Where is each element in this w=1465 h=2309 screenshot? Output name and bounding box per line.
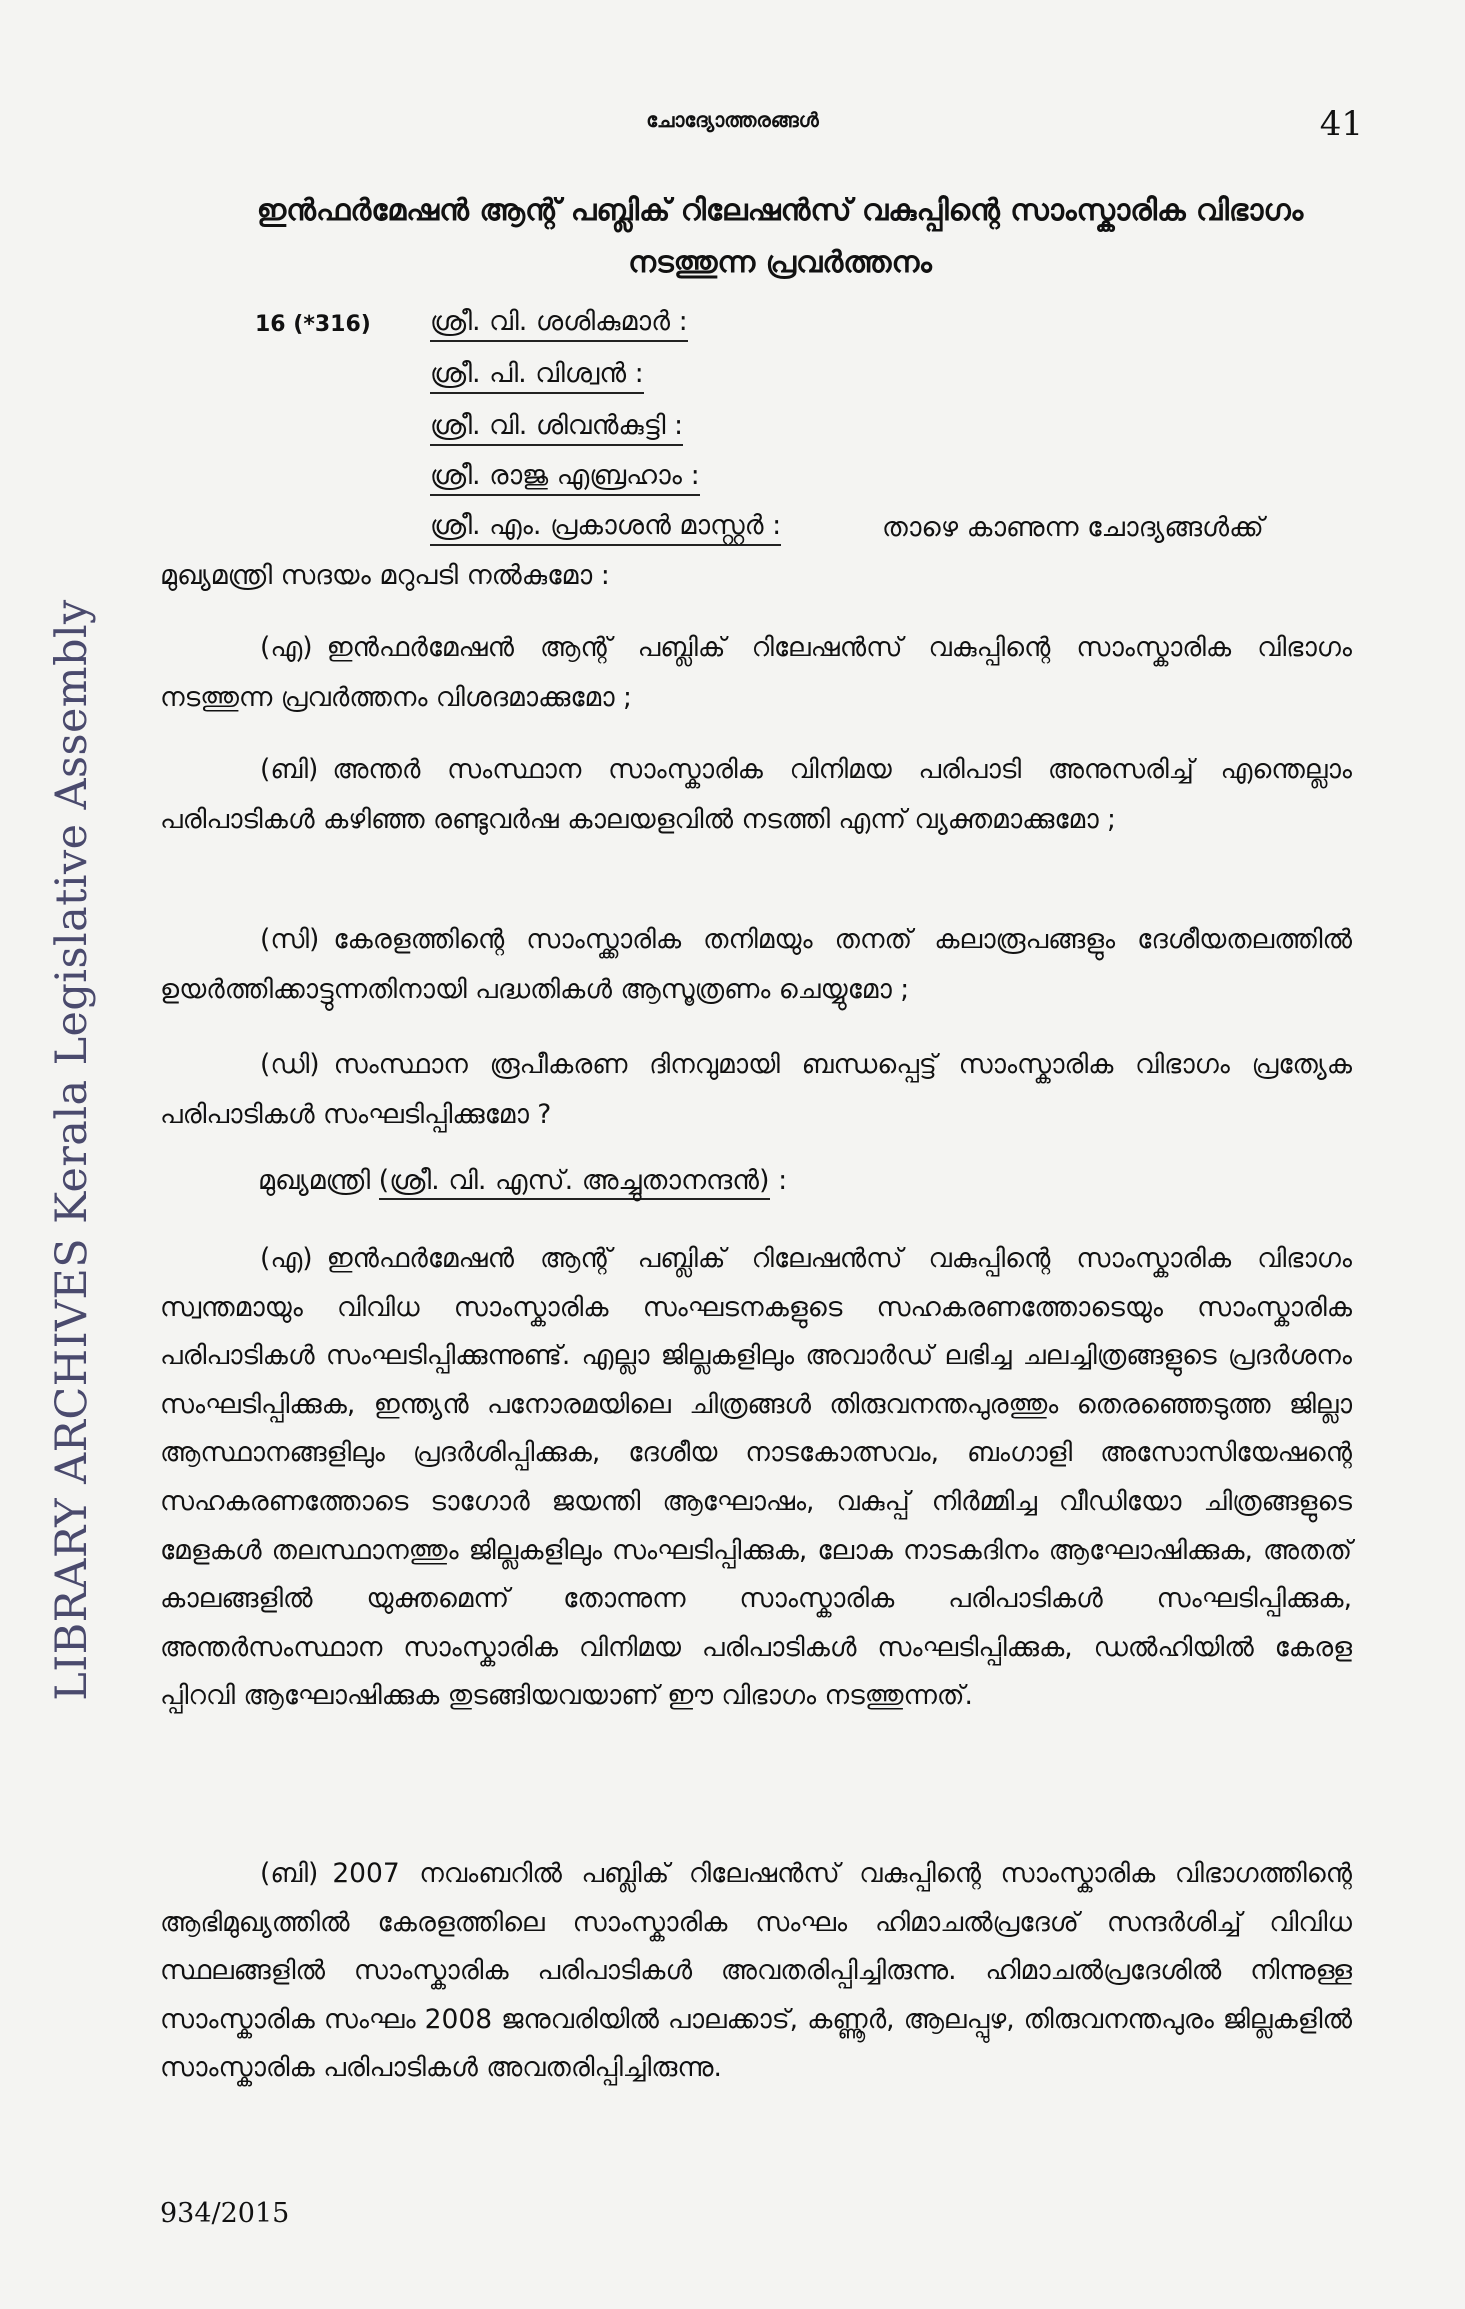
part-marker: (ബി)	[260, 754, 319, 785]
question-number: 16 (*316)	[255, 312, 371, 337]
member-name: ശ്രീ. വി. ശശികുമാർ :	[430, 306, 688, 342]
answer-part-b	[160, 1850, 1352, 2093]
part-text: ഇൻഫർമേഷൻ ആന്റ് പബ്ലിക് റിലേഷൻസ് വകുപ്പിന്റെ സാംസ്കാരിക വിഭാഗം സ്വന്തമായും വിവിധ സാംസ്കാരിക സംഘടനകളുടെ സഹകരണത്തോടെയും സാംസ്കാരിക പരിപാടികൾ സംഘടിപ്പിക്കുന്നുണ്ട്. എല്ലാ ജില്ലകളിലും അവാർഡ് ലഭിച്ച ചലച്ചിത്രങ്ങളുടെ പ്രദർശനം സംഘടിപ്പിക്കുക, ഇന്ത്യൻ പനോരമയിലെ ചിത്രങ്ങൾ തിരുവനന്തപുരത്തും തെരഞ്ഞെടുത്ത ജില്ലാ ആസ്ഥാനങ്ങളിലും പ്രദർശിപ്പിക്കുക, ദേശീയ നാടകോത്സവം, ബംഗാളി അസോസിയേഷന്റെ സഹകരണത്തോടെ ടാഗോർ ജയന്തി ആഘോഷം, വകുപ്പ് നിർമ്മിച്ച വീഡിയോ ചിത്രങ്ങളുടെ മേളകൾ തലസ്ഥാനത്തും ജില്ലകളിലും സംഘടിപ്പിക്കുക, ലോക നാടകദിനം ആഘോഷിക്കുക, അതത് കാലങ്ങളിൽ യുക്തമെന്ന് തോന്നുന്ന സാംസ്കാരിക പരിപാടികൾ സംഘടിപ്പിക്കുക, അന്തർസംസ്ഥാന സാംസ്കാരിക വിനിമയ പരിപാടികൾ സംഘടിപ്പിക്കുക, ഡൽഹിയിൽ കേരള പ്പിറവി ആഘോഷിക്കുക തുടങ്ങിയവയാണ് ഈ വിഭാഗം നടത്തുന്നത്.	[160, 1243, 1352, 1712]
part-text: ഇൻഫർമേഷൻ ആന്റ് പബ്ലിക് റിലേഷൻസ് വകുപ്പിന്റെ സാംസ്കാരിക വിഭാഗം നടത്തുന്ന പ്രവർത്തനം വിശദമാക്കുമോ ;	[160, 632, 1352, 713]
page-number: 41	[1319, 104, 1363, 144]
part-text: അന്തർ സംസ്ഥാന സാംസ്കാരിക വിനിമയ പരിപാടി അനുസരിച്ച് എന്തെല്ലാം പരിപാടികൾ കഴിഞ്ഞ രണ്ടുവർഷ കാലയളവിൽ നടത്തി എന്ന് വ്യക്തമാക്കുമോ ;	[160, 754, 1352, 835]
question-part-d	[160, 1040, 1352, 1140]
part-marker: (ബി)	[260, 1858, 319, 1889]
minister-colon: :	[769, 1165, 788, 1196]
member-name: ശ്രീ. പി. വിശ്വൻ :	[430, 358, 644, 394]
member-name: ശ്രീ. രാജു എബ്രഹാം :	[430, 460, 700, 496]
question-part-c	[160, 915, 1352, 1015]
document-reference: 934/2015	[160, 2198, 290, 2229]
part-marker: (ഡി)	[260, 1049, 320, 1080]
part-text: സംസ്ഥാന രൂപീകരണ ദിനവുമായി ബന്ധപ്പെട്ട് സാംസ്കാരിക വിഭാഗം പ്രത്യേക പരിപാടികൾ സംഘടിപ്പിക്കുമോ ?	[160, 1049, 1352, 1130]
question-part-a	[160, 623, 1352, 723]
answer-part-a	[160, 1235, 1352, 1721]
part-text: 2007 നവംബറിൽ പബ്ലിക് റിലേഷൻസ് വകുപ്പിന്റെ സാംസ്കാരിക വിഭാഗത്തിന്റെ ആഭിമുഖ്യത്തിൽ കേരളത്തിലെ സാംസ്കാരിക സംഘം ഹിമാചൽപ്രദേശ് സന്ദർശിച്ച് വിവിധ സ്ഥലങ്ങളിൽ സാംസ്കാരിക പരിപാടികൾ അവതരിപ്പിച്ചിരുന്നു. ഹിമാചൽപ്രദേശിൽ നിന്നുള്ള സാംസ്കാരിക സംഘം 2008 ജനുവരിയിൽ പാലക്കാട്, കണ്ണൂർ, ആലപ്പുഴ, തിരുവനന്തപുരം ജില്ലകളിൽ സാംസ്കാരിക പരിപാടികൾ അവതരിപ്പിച്ചിരുന്നു.	[160, 1858, 1352, 2084]
answer-minister	[258, 1165, 787, 1197]
question-part-b	[160, 745, 1352, 845]
minister-name: (ശ്രീ. വി. എസ്. അച്ചുതാനന്ദൻ)	[379, 1165, 770, 1200]
member-name: ശ്രീ. എം. പ്രകാശൻ മാസ്റ്റർ :	[430, 510, 781, 546]
part-marker: (എ)	[260, 1243, 313, 1274]
question-title: ഇൻഫർമേഷൻ ആന്റ് പബ്ലിക് റിലേഷൻസ് വകുപ്പിന്റെ സാംസ്കാരിക വിഭാഗം നടത്തുന്ന പ്രവർത്തനം	[256, 193, 1304, 280]
part-marker: (എ)	[260, 632, 313, 663]
running-header: ചോദ്യോത്തരങ്ങൾ	[646, 108, 819, 132]
archive-watermark: LIBRARY ARCHIVES Kerala Legislative Assembly	[47, 599, 97, 1701]
question-intro: താഴെ കാണുന്ന ചോദ്യങ്ങൾക്ക്	[882, 512, 1264, 543]
member-name: ശ്രീ. വി. ശിവൻകുട്ടി :	[430, 410, 683, 446]
question-intro-continued: മുഖ്യമന്ത്രി സദയം മറുപടി നൽകുമോ :	[160, 560, 610, 591]
part-text: കേരളത്തിന്റെ സാംസ്ക്കാരിക തനിമയും തനത് കലാരൂപങ്ങളും ദേശീയതലത്തിൽ ഉയർത്തിക്കാട്ടുന്നതിനായി പദ്ധതികൾ ആസൂത്രണം ചെയ്യുമോ ;	[160, 924, 1352, 1005]
part-marker: (സി)	[260, 924, 320, 955]
minister-role: മുഖ്യമന്ത്രി	[258, 1165, 371, 1196]
